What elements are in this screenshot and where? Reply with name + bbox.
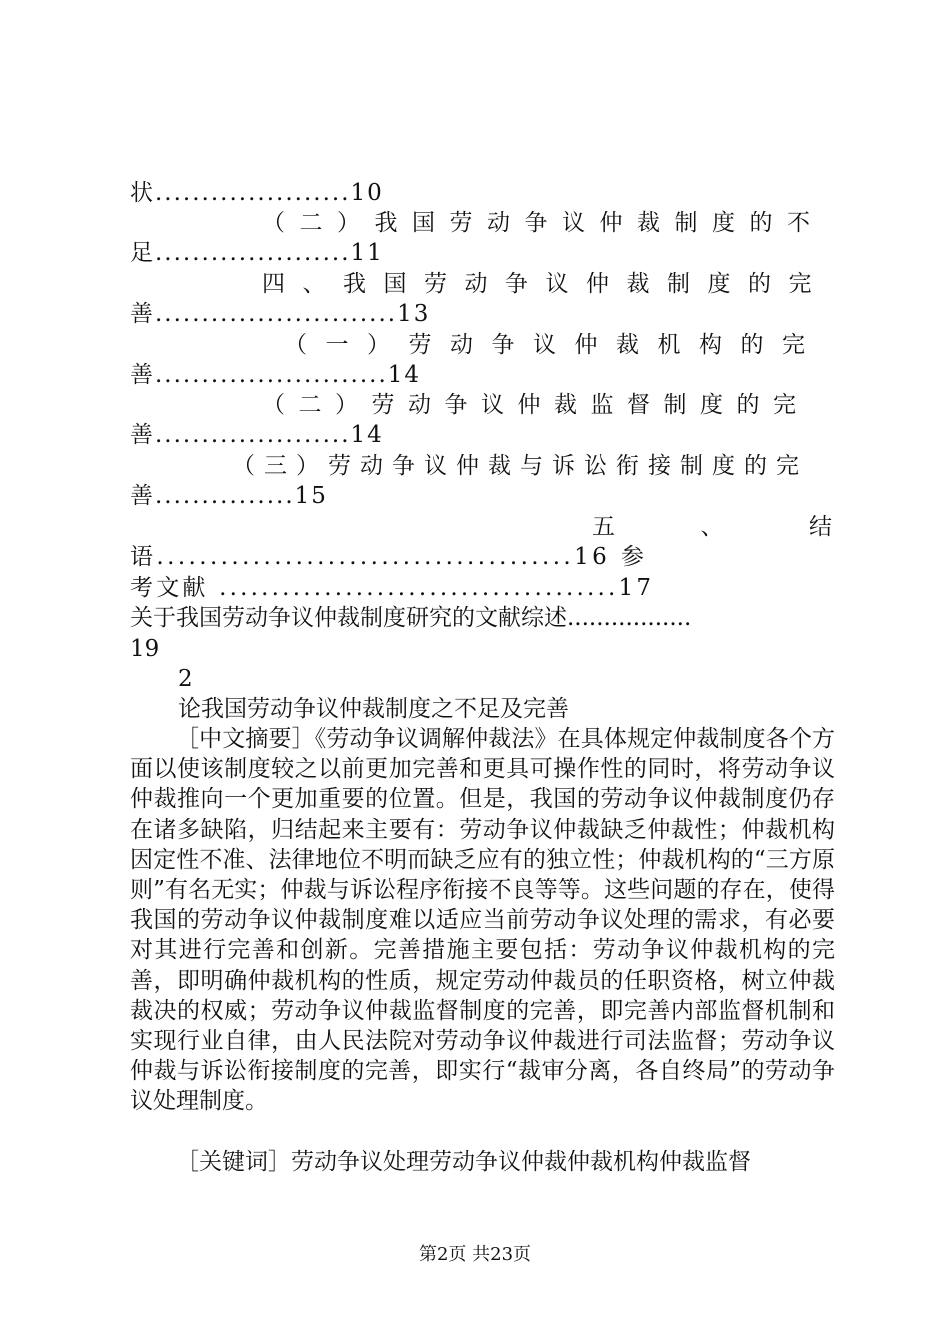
toc-line (262, 269, 832, 299)
toc-line (130, 603, 842, 633)
toc-line (130, 634, 830, 664)
toc-entry-text: （二）劳动争议仲裁监督制度的完 (262, 392, 810, 418)
toc-entry-text: 善...............15 (130, 483, 328, 509)
toc-entry-text: 四、我国劳动争议仲裁制度的完 (262, 271, 829, 297)
toc-entry-text: 关于我国劳动争议仲裁制度研究的文献综述................. (130, 605, 692, 631)
toc-entry-text: 善.........................14 (130, 362, 422, 388)
toc-line (284, 330, 834, 360)
toc-entry-text: 19 (130, 636, 160, 662)
paper-title: 论我国劳动争议仲裁制度之不足及完善 (178, 696, 569, 722)
toc-line (130, 360, 830, 390)
toc-line (262, 390, 832, 420)
toc-line (232, 451, 832, 481)
keywords-paragraph: ［关键词］劳动争议处理劳动争议仲裁仲裁机构仲裁监督 (176, 1149, 751, 1175)
toc-entry-text: （一）劳动争议仲裁机构的完 (284, 332, 824, 358)
toc-line (130, 420, 830, 450)
toc-line (262, 208, 832, 238)
toc-line (130, 299, 830, 329)
toc-line (130, 238, 830, 268)
toc-entry-text: （三）劳动争议仲裁与诉讼衔接制度的完 (232, 453, 808, 479)
toc-entry-text: （二）我国劳动争议仲裁制度的不 (262, 210, 825, 236)
toc-line (130, 542, 835, 572)
toc-entry-text: 语.......................................16 参 (130, 544, 648, 570)
toc-line (130, 178, 830, 208)
toc-line (592, 512, 832, 542)
toc-entry-text: 状.....................10 (130, 180, 384, 206)
page-marker: 2 (178, 666, 193, 692)
toc-entry-text: 考文献 ......................................17 (130, 575, 655, 601)
toc-entry-text: 五 (592, 514, 615, 540)
page-footer: 第2页 共23页 (418, 1244, 532, 1265)
abstract-paragraph: ［中文摘要］《劳动争议调解仲裁法》在具体规定仲裁制度各个方面以使该制度较之以前更加完善和更具可操作性的同时，将劳动争议仲裁推向一个更加重要的位置。但是，我国的劳动争议仲裁制度仍存在诸多缺陷，归结起来主要有：劳动争议仲裁缺乏仲裁性；仲裁机构因定性不准、法律地位不明而缺乏应有的独立性；仲裁机构的“三方原则”有名无实；仲裁与诉讼程序衔接不良等等。这些问题的存在，使得我国的劳动争议仲裁制度难以适应当前劳动争议处理的需求，有必要对其进行完善和创新。完善措施主要包括：劳动争议仲裁机构的完善，即明确仲裁机构的性质，规定劳动仲裁员的任职资格，树立仲裁裁决的权威；劳动争议仲裁监督制度的完善，即完善内部监督机制和实现行业自律，由人民法院对劳动争议仲裁进行司法监督；劳动争议仲裁与诉讼衔接制度的完善，即实行“裁审分离，各自终局”的劳动争议处理制度。 (130, 726, 835, 1115)
toc-entry-text: 、 (700, 514, 724, 540)
toc-entry-text: 足.....................11 (130, 240, 384, 266)
toc-entry-text: 结 (809, 514, 832, 540)
toc-entry-text: 善..........................13 (130, 301, 431, 327)
toc-entry-text: 善.....................14 (130, 422, 384, 448)
toc-line (130, 481, 830, 511)
toc-line (130, 573, 835, 603)
